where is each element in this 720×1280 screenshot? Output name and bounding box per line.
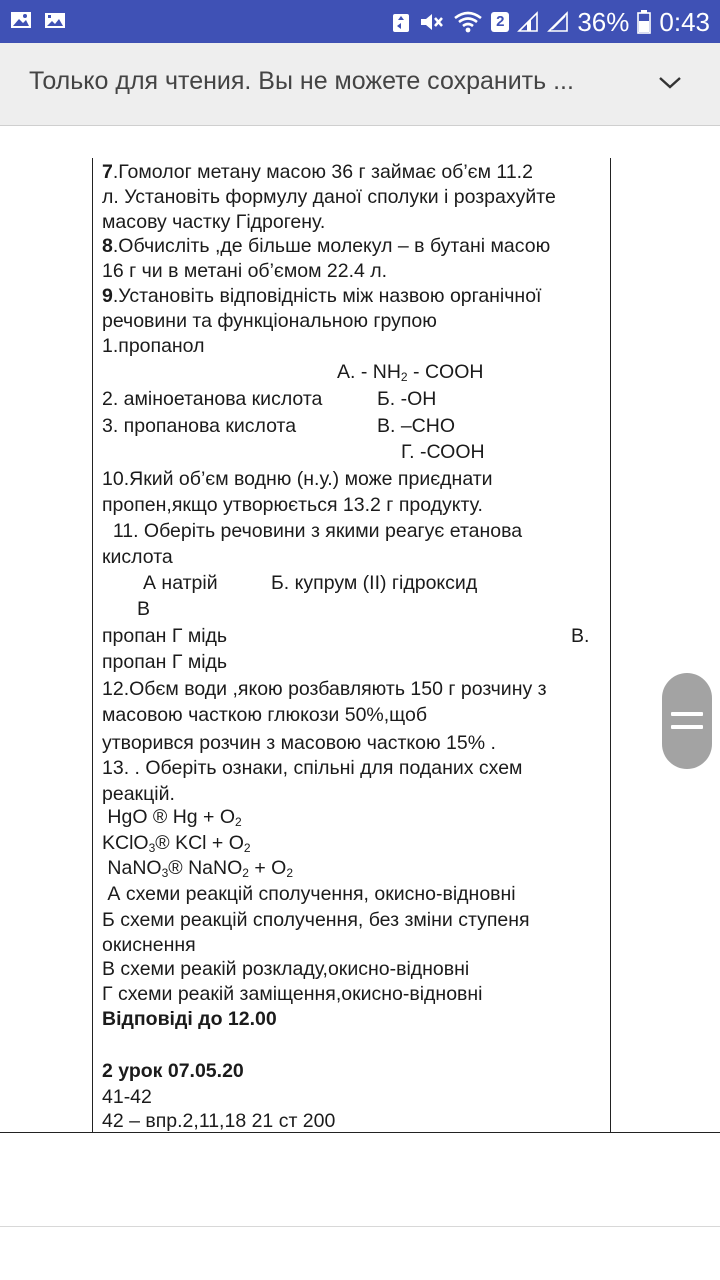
q11-option-v: В: [137, 598, 151, 620]
q13-option-g: Г схеми реакій заміщення,окисно-відновні: [102, 983, 483, 1005]
q9-item1: 1.пропанол: [102, 335, 205, 357]
banner-text: Только для чтения. Вы не можете сохранить ...: [29, 67, 574, 95]
q13-option-b-line1: Б схеми реакцій сполучення, без зміни ступеня: [102, 909, 530, 931]
signal-icon: [517, 11, 539, 33]
read-only-banner[interactable]: [0, 43, 720, 126]
chevron-down-icon[interactable]: [656, 75, 684, 91]
q9-line1: 9.Установіть відповідність між назвою органічної: [102, 285, 542, 307]
q11-line5: пропан Г мідь: [102, 651, 228, 673]
q11-line1: 11. Оберіть речовини з якими реагує етанова: [102, 520, 523, 542]
lesson-heading: 2 урок 07.05.20: [102, 1060, 244, 1082]
q10-line1: 10.Який об’єм водню (н.у.) може приєднати: [102, 468, 493, 490]
table-border-left: [92, 158, 93, 1133]
answers-deadline: Відповіді до 12.00: [102, 1008, 277, 1030]
notification-count: 2: [491, 12, 509, 32]
status-bar: [0, 0, 720, 43]
q13-line1: 13. . Оберіть ознаки, спільні для поданих схем: [102, 757, 523, 779]
table-border-right: [610, 158, 611, 1133]
q8-line1: 8.Обчисліть ,де більше молекул – в бутані масою: [102, 235, 551, 257]
q13-line2: реакцій.: [102, 783, 175, 805]
recycle-icon: [391, 11, 411, 33]
q13-option-b-line2: окиснення: [102, 934, 196, 956]
lesson-homework: 42 – впр.2,11,18 21 ст 200: [102, 1110, 336, 1132]
q13-reaction2: KClO$_3$® KCl + $O_2$: [102, 832, 251, 855]
footer-divider: [0, 1226, 720, 1227]
battery-icon: [637, 10, 651, 34]
clock: 0:43: [659, 6, 710, 37]
q11-option-b: Б. купрум (ІІ) гідроксид: [271, 572, 478, 594]
mute-icon: [419, 11, 445, 33]
q12-line3: утворився розчин з масовою часткою 15% .: [102, 732, 496, 754]
q8-line2: 16 г чи в метані об’ємом 22.4 л.: [102, 260, 388, 282]
q7-line1: 7.Гомолог метану масою 36 г займає об’єм 11.2: [102, 161, 533, 183]
q9-item2: 2. аміноетанова кислота: [102, 388, 323, 410]
q9-option-g: Г. -СООН: [401, 441, 485, 463]
q7-line2: л. Установіть формулу даної сполуки і розрахуйте: [102, 186, 556, 208]
wifi-icon: [453, 10, 483, 34]
q13-option-v: В схеми реакій розкладу,окисно-відновні: [102, 958, 470, 980]
signal-off-icon: [547, 11, 569, 33]
q13-reaction3: NaNO$_3$® NaNO$_2$ + $O_2$: [102, 857, 294, 880]
grip-line-top: [671, 712, 703, 716]
scroll-handle[interactable]: [662, 673, 712, 769]
q13-option-a: А схеми реакцій сполучення, окисно-відновні: [102, 883, 516, 905]
q11-line4: пропан Г мідь: [102, 625, 228, 647]
q9-option-a: А. - $NH_2$ - COOH: [337, 361, 484, 384]
q13-reaction1: HgO ® $Hg + O_2$: [102, 806, 242, 829]
lesson-pages: 41-42: [102, 1086, 152, 1108]
q12-line1: 12.Обєм води ,якою розбавляють 150 г розчину з: [102, 678, 547, 700]
q9-option-b: Б. -ОН: [377, 388, 437, 410]
q11-option-v2: В.: [571, 625, 590, 647]
image-icon: [10, 10, 32, 30]
q7-line3: масову частку Гідрогену.: [102, 211, 326, 233]
q10-line2: пропен,якщо утворюється 13.2 г продукту.: [102, 494, 483, 516]
q9-item3: 3. пропанова кислота: [102, 415, 297, 437]
grip-line-bottom: [671, 725, 703, 729]
q9-line2: речовини та функціональною групою: [102, 310, 437, 332]
q11-line2: кислота: [102, 546, 173, 568]
q12-line2: масовою часткою глюкози 50%,щоб: [102, 704, 428, 726]
q9-option-v: В. –СНО: [377, 415, 456, 437]
battery-percent: 36%: [577, 6, 630, 37]
q11-option-a: А натрій: [143, 572, 218, 594]
photo-icon: [44, 10, 66, 30]
